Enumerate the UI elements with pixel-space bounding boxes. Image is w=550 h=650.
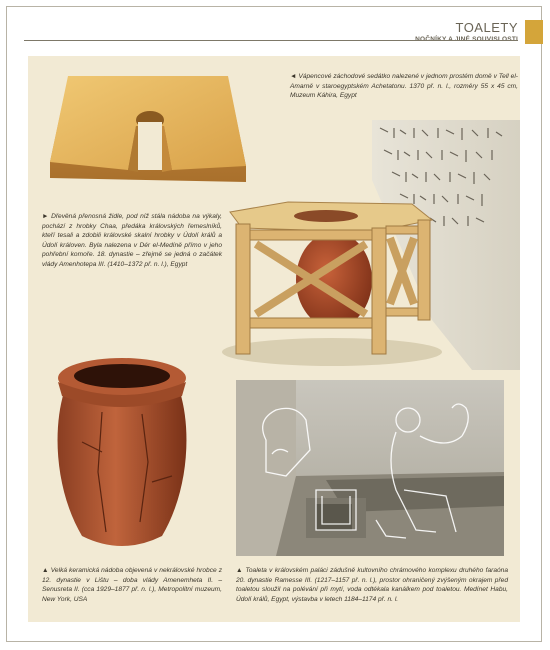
limestone-seat-image bbox=[40, 66, 250, 190]
palace-toilet-caption bbox=[236, 566, 508, 604]
caption-text: Dřevěná přenosná židle, pod níž stála nádoba na výkaly, pochází z hrobky Chaa, předáka královských řemeslníků, kteří tesali a zdobili královské skalní hrobky v Údolí králů a Údolí královen. Byla nalezena v Dér el-Medíně přímo v jeho pohřební komoře. 18. dynastie – zřejmě se jedná o začátek vlády Amenhotepa III. (1410–1372 př. n. l.), Egypt bbox=[42, 213, 222, 268]
section-title: TOALETY bbox=[455, 20, 518, 35]
up-left-triangle-icon: ◄ bbox=[290, 73, 297, 80]
ceramic-jar-image bbox=[42, 352, 202, 557]
caption-text: Toaleta v královském paláci zádušně kultovního chrámového komplexu druhého faraóna 20. dynastie Ramesse III. (1217–1157 př. n. l.), prostor ohraničený zvýšeným okrajem před toaletou sloužil na polévání při mytí, voda odtékala kanálkem pod toaletou. Medínet Habu, Údolí králů, Egypt, výstavba v letech 1184–1174 př. n. l. bbox=[236, 567, 509, 603]
up-triangle-icon: ▲ bbox=[42, 567, 49, 574]
accent-tab bbox=[525, 20, 543, 44]
header-rule bbox=[24, 40, 518, 41]
caption-text: Velká keramická nádoba objevená v nekrálovské hrobce z 12. dynastie v Lištu – doba vlády Amenemheta II. – Senusreta II. (cca 1929–1877 př. n. l.), Metropolitní muzeum, New York, USA bbox=[42, 567, 223, 603]
palace-toilet-photo bbox=[236, 380, 504, 556]
limestone-seat-caption bbox=[290, 72, 518, 101]
right-triangle-icon: ► bbox=[42, 213, 49, 220]
wooden-stool-caption bbox=[42, 212, 222, 270]
up-triangle-icon: ▲ bbox=[236, 567, 244, 574]
caption-text: Vápencové záchodové sedátko nalezené v jednom prostém domě v Tell el-Amarně v staroegyptském Achetatonu. 1370 př. n. l., rozměry 55 x 45 cm, Muzeum Káhira, Egypt bbox=[290, 73, 518, 100]
wooden-stool-illustration bbox=[222, 120, 520, 370]
ceramic-jar-caption bbox=[42, 566, 222, 604]
